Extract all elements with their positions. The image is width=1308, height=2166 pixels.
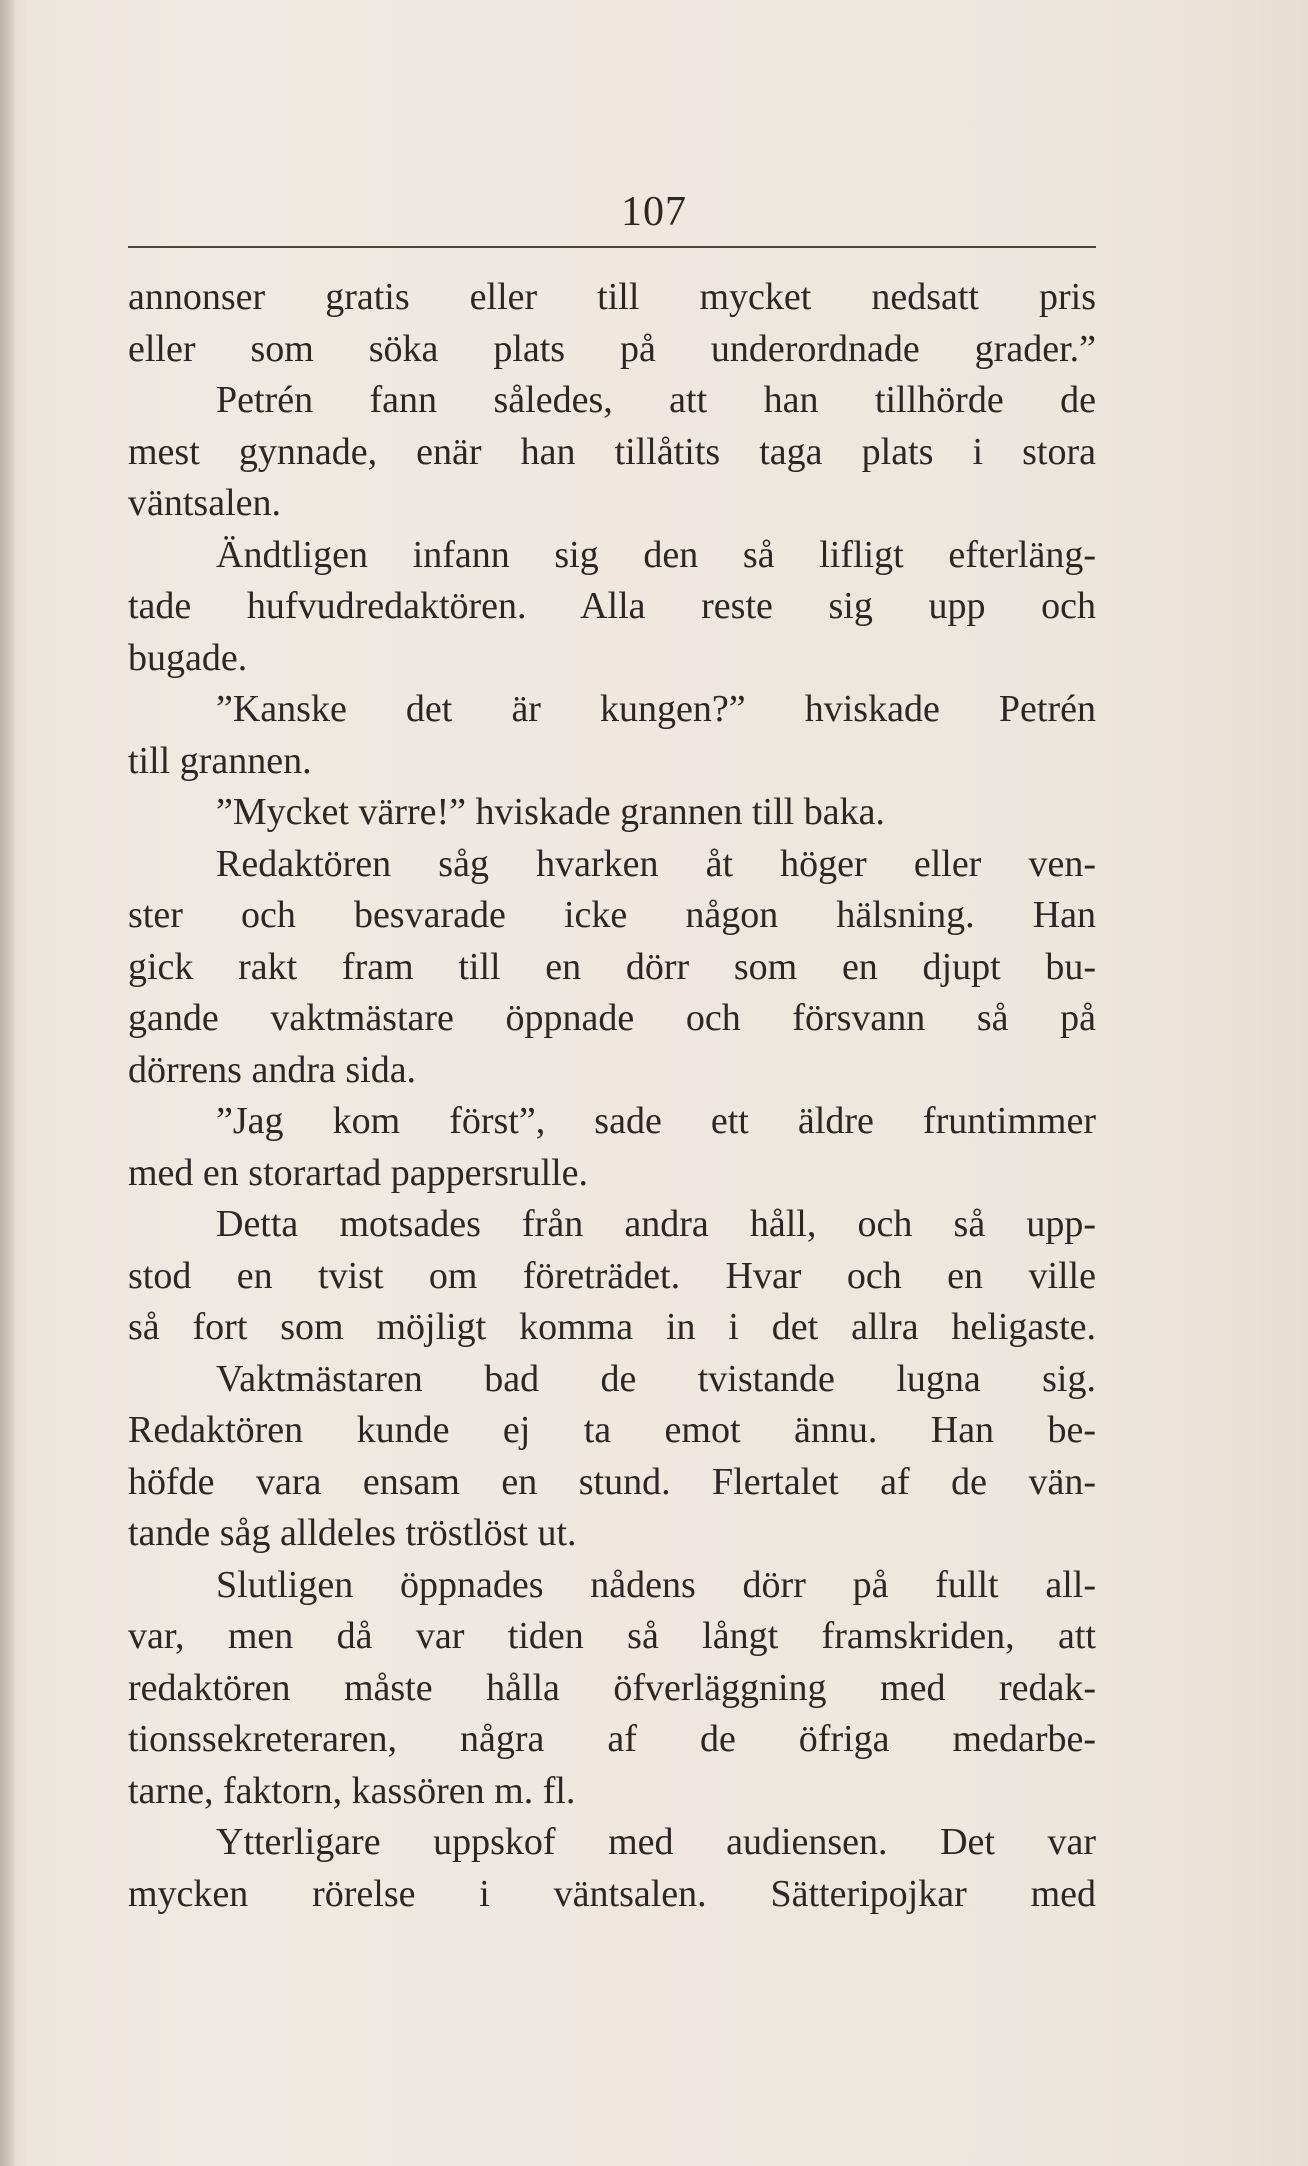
text-line: tionssekreteraren, några af de öfriga medarbe- (128, 1718, 1096, 1760)
text-line: till grannen. (128, 739, 312, 782)
text-line: eller som söka plats på underordnade grader.” (128, 327, 1096, 370)
text-line: gick rakt fram till en dörr som en djupt bu- (128, 945, 1096, 988)
text-line: så fort som möjligt komma in i det allra heligaste. (128, 1306, 1096, 1348)
text-line: ”Mycket värre!” hviskade grannen till baka. (216, 791, 885, 833)
text-line: bugade. (128, 636, 248, 679)
binding-edge (0, 0, 14, 2166)
text-line: stod en tvist om företrädet. Hvar och en ville (128, 1254, 1096, 1297)
text-line: ster och besvarade icke någon hälsning. Han (128, 894, 1096, 936)
text-line: tande såg alldeles tröstlöst ut. (128, 1512, 577, 1554)
text-line: tade hufvudredaktören. Alla reste sig upp och (128, 585, 1096, 627)
text-line: med en storartad pappersrulle. (128, 1151, 589, 1194)
text-line: Ändtligen infann sig den så lifligt efterläng- (216, 533, 1096, 576)
text-line: redaktören måste hålla öfverläggning med redak- (128, 1666, 1096, 1709)
text-line: väntsalen. (128, 482, 282, 524)
text-line: Detta motsades från andra håll, och så upp- (216, 1203, 1096, 1245)
text-line: Slutligen öppnades nådens dörr på fullt all- (216, 1563, 1096, 1606)
text-line: mycken rörelse i väntsalen. Sätteripojkar med (128, 1872, 1096, 1915)
text-line: tarne, faktorn, kassören m. fl. (128, 1769, 576, 1812)
text-line: ”Jag kom först”, sade ett äldre fruntimmer (216, 1100, 1096, 1142)
body-text (128, 272, 1096, 1920)
text-line: Petrén fann således, att han tillhörde de (216, 379, 1096, 421)
text-line: Vaktmästaren bad de tvistande lugna sig. (216, 1357, 1096, 1400)
text-line: mest gynnade, enär han tillåtits taga plats i stora (128, 430, 1096, 473)
text-line: Redaktören kunde ej ta emot ännu. Han be- (128, 1409, 1096, 1451)
header-rule (128, 246, 1096, 248)
text-line: ”Kanske det är kungen?” hviskade Petrén (216, 688, 1096, 730)
text-line: gande vaktmästare öppnade och försvann så på (128, 997, 1096, 1039)
text-line: var, men då var tiden så långt framskriden, att (128, 1615, 1096, 1657)
text-line: dörrens andra sida. (128, 1048, 417, 1091)
text-line: höfde vara ensam en stund. Flertalet af de vän- (128, 1460, 1096, 1503)
page-number: 107 (621, 189, 687, 235)
text-line: Redaktören såg hvarken åt höger eller ven- (216, 842, 1096, 885)
text-line: Ytterligare uppskof med audiensen. Det var (216, 1821, 1096, 1863)
text-line: annonser gratis eller till mycket nedsatt pris (128, 276, 1096, 318)
